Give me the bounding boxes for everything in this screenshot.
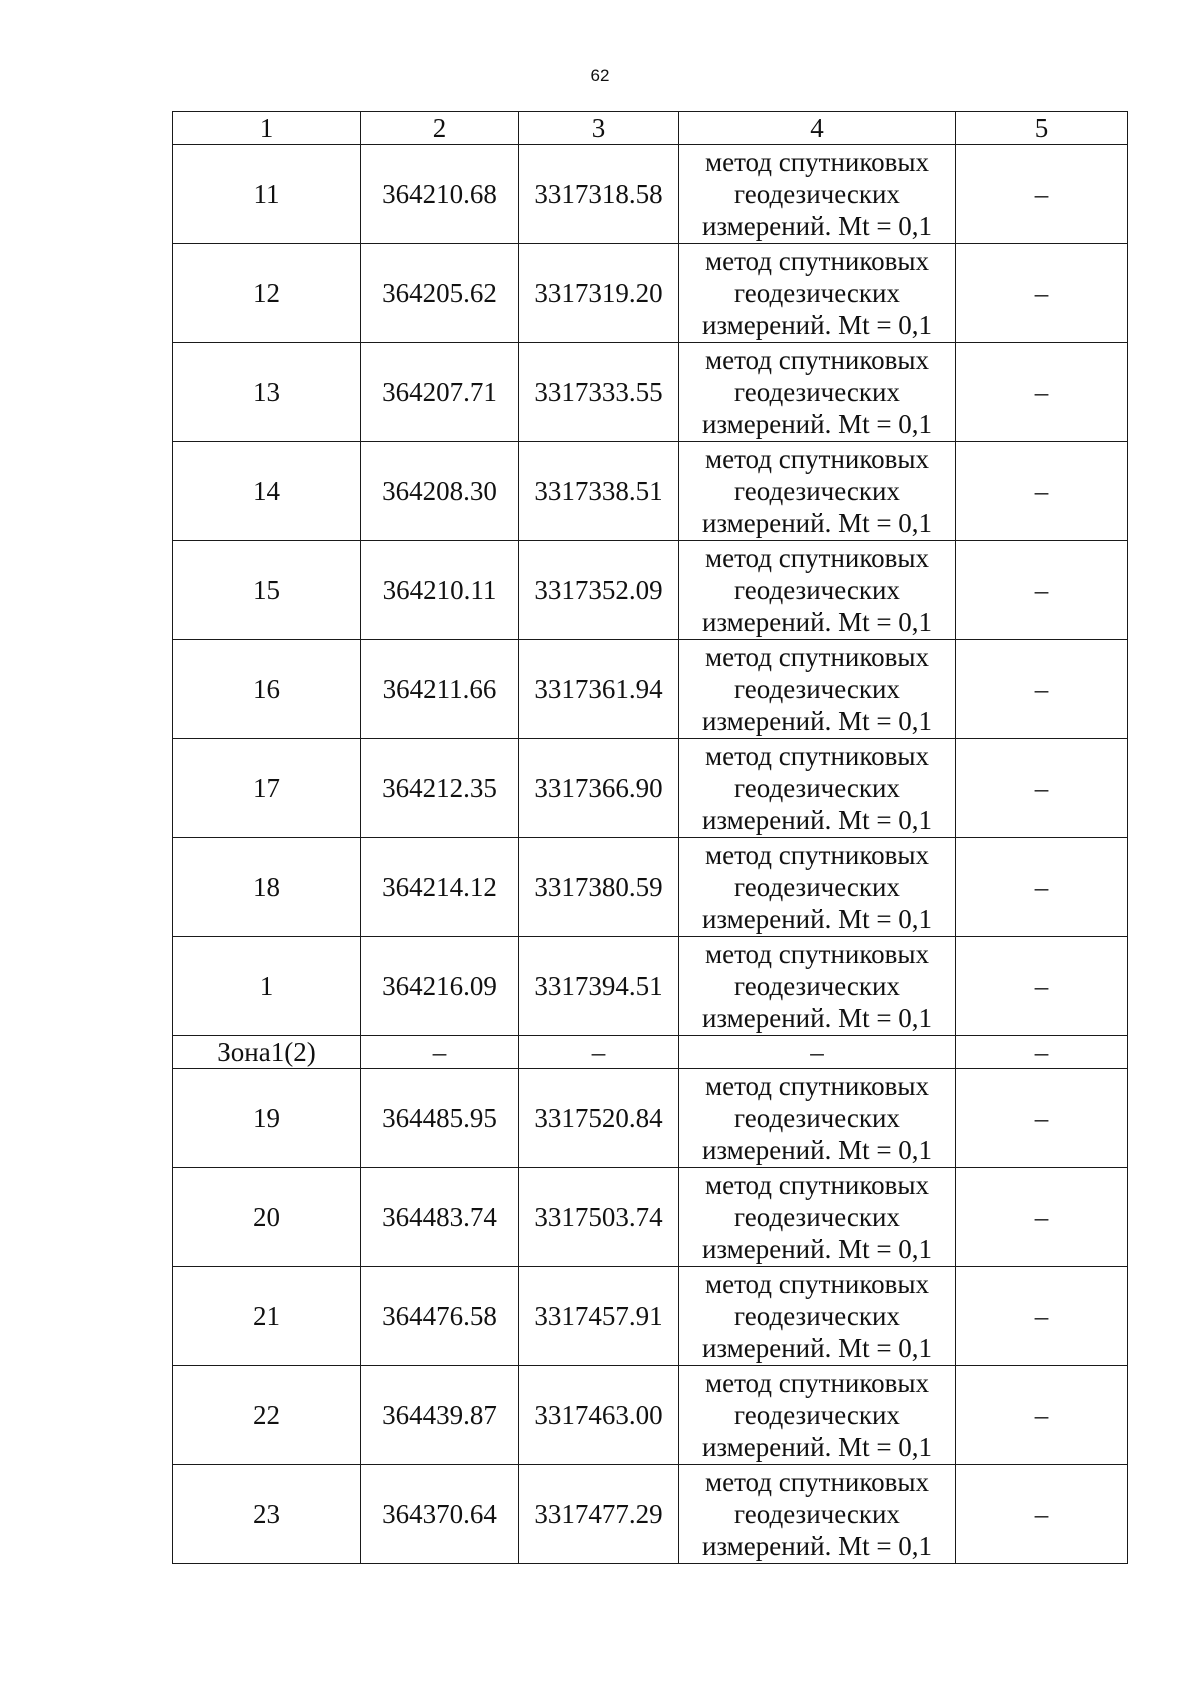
method-line: геодезических [734,773,900,803]
zone-dash-cell: – [956,1036,1128,1069]
method-line: геодезических [734,1202,900,1232]
method-line: геодезических [734,179,900,209]
method-line: геодезических [734,1400,900,1430]
method-line: метод спутниковых [705,939,929,969]
method-cell [679,442,956,541]
method-line: метод спутниковых [705,444,929,474]
column-header-2: 2 [361,112,519,145]
note-cell: – [956,640,1128,739]
point-number-cell: 12 [173,244,361,343]
note-cell: – [956,244,1128,343]
method-line: метод спутниковых [705,1170,929,1200]
x-coordinate-cell: 364476.58 [361,1267,519,1366]
method-line: измерений. Mt = 0,1 [701,409,933,439]
method-cell [679,541,956,640]
method-cell [679,244,956,343]
method-cell [679,145,956,244]
table-row [173,1465,1128,1564]
table-row [173,937,1128,1036]
note-cell: – [956,739,1128,838]
method-line: измерений. Mt = 0,1 [701,607,933,637]
method-line: метод спутниковых [705,1269,929,1299]
method-cell [679,838,956,937]
point-number-cell: 20 [173,1168,361,1267]
method-line: измерений. Mt = 0,1 [701,1003,933,1033]
x-coordinate-cell: 364208.30 [361,442,519,541]
method-line: метод спутниковых [705,642,929,672]
point-number-cell: 11 [173,145,361,244]
table-row [173,640,1128,739]
column-header-3: 3 [519,112,679,145]
method-line: геодезических [734,1499,900,1529]
y-coordinate-cell: 3317361.94 [519,640,679,739]
method-line: геодезических [734,971,900,1001]
x-coordinate-cell: 364205.62 [361,244,519,343]
y-coordinate-cell: 3317503.74 [519,1168,679,1267]
method-cell [679,343,956,442]
point-number-cell: 23 [173,1465,361,1564]
method-line: измерений. Mt = 0,1 [701,1234,933,1264]
x-coordinate-cell: 364210.68 [361,145,519,244]
point-number-cell: 13 [173,343,361,442]
x-coordinate-cell: 364439.87 [361,1366,519,1465]
method-cell [679,1069,956,1168]
x-coordinate-cell: 364483.74 [361,1168,519,1267]
note-cell: – [956,1168,1128,1267]
method-line: измерений. Mt = 0,1 [701,310,933,340]
method-line: геодезических [734,674,900,704]
method-line: геодезических [734,476,900,506]
point-number-cell: 21 [173,1267,361,1366]
zone-label-cell: Зона1(2) [173,1036,361,1069]
method-line: измерений. Mt = 0,1 [701,706,933,736]
table-row [173,1366,1128,1465]
note-cell: – [956,1366,1128,1465]
x-coordinate-cell: 364207.71 [361,343,519,442]
method-line: измерений. Mt = 0,1 [701,1135,933,1165]
table-row [173,739,1128,838]
x-coordinate-cell: 364216.09 [361,937,519,1036]
x-coordinate-cell: 364214.12 [361,838,519,937]
method-line: измерений. Mt = 0,1 [701,904,933,934]
point-number-cell: 14 [173,442,361,541]
point-number-cell: 16 [173,640,361,739]
table-row [173,1168,1128,1267]
note-cell: – [956,541,1128,640]
method-line: измерений. Mt = 0,1 [701,1432,933,1462]
y-coordinate-cell: 3317366.90 [519,739,679,838]
method-cell [679,1465,956,1564]
method-line: измерений. Mt = 0,1 [701,1333,933,1363]
y-coordinate-cell: 3317338.51 [519,442,679,541]
method-cell [679,937,956,1036]
zone-row [173,1036,1128,1069]
point-number-cell: 18 [173,838,361,937]
method-line: метод спутниковых [705,246,929,276]
table-row [173,541,1128,640]
note-cell: – [956,838,1128,937]
table-row [173,838,1128,937]
method-line: геодезических [734,1301,900,1331]
x-coordinate-cell: 364370.64 [361,1465,519,1564]
table-row [173,244,1128,343]
x-coordinate-cell: 364210.11 [361,541,519,640]
zone-dash-cell: – [519,1036,679,1069]
note-cell: – [956,442,1128,541]
note-cell: – [956,145,1128,244]
method-line: геодезических [734,575,900,605]
method-line: геодезических [734,278,900,308]
method-line: метод спутниковых [705,741,929,771]
x-coordinate-cell: 364211.66 [361,640,519,739]
y-coordinate-cell: 3317319.20 [519,244,679,343]
method-line: измерений. Mt = 0,1 [701,805,933,835]
method-line: измерений. Mt = 0,1 [701,211,933,241]
column-header-5: 5 [956,112,1128,145]
point-number-cell: 15 [173,541,361,640]
method-cell [679,640,956,739]
note-cell: – [956,343,1128,442]
table-row [173,1267,1128,1366]
method-cell [679,1366,956,1465]
note-cell: – [956,1267,1128,1366]
method-cell [679,1267,956,1366]
note-cell: – [956,1069,1128,1168]
y-coordinate-cell: 3317520.84 [519,1069,679,1168]
method-cell [679,1168,956,1267]
method-line: измерений. Mt = 0,1 [701,508,933,538]
note-cell: – [956,937,1128,1036]
column-header-4: 4 [679,112,956,145]
zone-dash-cell: – [361,1036,519,1069]
y-coordinate-cell: 3317352.09 [519,541,679,640]
method-line: геодезических [734,1103,900,1133]
table-row [173,1069,1128,1168]
y-coordinate-cell: 3317333.55 [519,343,679,442]
y-coordinate-cell: 3317380.59 [519,838,679,937]
method-line: геодезических [734,377,900,407]
zone-dash-cell: – [679,1036,956,1069]
method-line: метод спутниковых [705,345,929,375]
y-coordinate-cell: 3317457.91 [519,1267,679,1366]
table-body [173,145,1128,1564]
table-row [173,343,1128,442]
note-cell: – [956,1465,1128,1564]
y-coordinate-cell: 3317463.00 [519,1366,679,1465]
point-number-cell: 17 [173,739,361,838]
y-coordinate-cell: 3317394.51 [519,937,679,1036]
method-line: метод спутниковых [705,543,929,573]
method-line: измерений. Mt = 0,1 [701,1531,933,1561]
point-number-cell: 19 [173,1069,361,1168]
y-coordinate-cell: 3317318.58 [519,145,679,244]
table-header-row [173,112,1128,145]
point-number-cell: 22 [173,1366,361,1465]
table-row [173,145,1128,244]
method-cell [679,739,956,838]
method-line: геодезических [734,872,900,902]
coordinates-table [172,111,1128,1564]
x-coordinate-cell: 364485.95 [361,1069,519,1168]
page-number: 62 [590,66,610,85]
method-line: метод спутниковых [705,1368,929,1398]
method-line: метод спутниковых [705,1071,929,1101]
y-coordinate-cell: 3317477.29 [519,1465,679,1564]
method-line: метод спутниковых [705,147,929,177]
method-line: метод спутниковых [705,1467,929,1497]
method-line: метод спутниковых [705,840,929,870]
table-row [173,442,1128,541]
point-number-cell: 1 [173,937,361,1036]
column-header-1: 1 [173,112,361,145]
x-coordinate-cell: 364212.35 [361,739,519,838]
